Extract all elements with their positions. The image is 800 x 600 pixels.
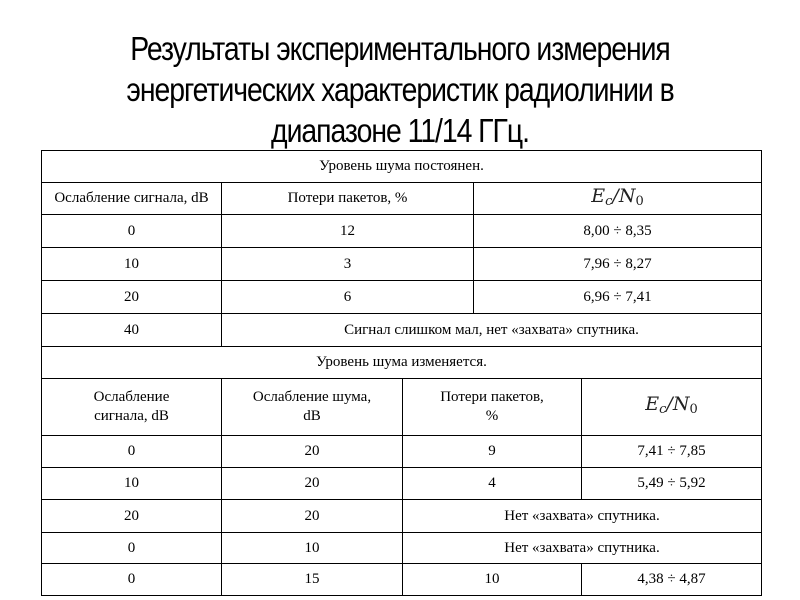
ecn0-cell: 6,96 ÷ 7,41 xyxy=(474,281,762,314)
section1-heading: Уровень шума постоянен. xyxy=(42,151,762,183)
title-line-1: Результаты экспериментального измерения xyxy=(130,30,670,67)
table-row xyxy=(42,468,762,500)
loss-cell: 3 xyxy=(222,248,474,281)
header-row xyxy=(42,379,762,436)
loss-cell: 12 xyxy=(222,215,474,248)
header-row xyxy=(42,183,762,215)
no-capture-note: Нет «захвата» спутника. xyxy=(403,500,762,533)
signal-cell: 0 xyxy=(42,215,222,248)
title-line-3: диапазоне 11/14 ГГц. xyxy=(271,112,529,149)
signal-cell: 10 xyxy=(42,248,222,281)
loss-cell: 9 xyxy=(403,436,582,468)
header-signal-attenuation: Ослабление сигнала, dB xyxy=(42,379,222,436)
section-heading-row xyxy=(42,347,762,379)
table-row xyxy=(42,314,762,347)
no-capture-note: Нет «захвата» спутника. xyxy=(403,533,762,564)
section-heading-row xyxy=(42,151,762,183)
table-row xyxy=(42,564,762,596)
loss-cell: 10 xyxy=(403,564,582,596)
header-packet-loss: Потери пакетов, % xyxy=(403,379,582,436)
table-row xyxy=(42,215,762,248)
header-ec-n0 xyxy=(582,379,762,436)
no-capture-note: Сигнал слишком мал, нет «захвата» спутника. xyxy=(222,314,762,347)
ecn0-cell: 5,49 ÷ 5,92 xyxy=(582,468,762,500)
noise-cell: 15 xyxy=(222,564,403,596)
section2-heading: Уровень шума изменяется. xyxy=(42,347,762,379)
table-row xyxy=(42,248,762,281)
signal-cell: 0 xyxy=(42,533,222,564)
title-line-2: энергетических характеристик радиолинии в xyxy=(126,71,674,108)
ec-n0-formula: $Ec/N_0$ xyxy=(645,393,698,417)
ec-n0-formula: $Ec/N_0$ xyxy=(591,184,644,209)
loss-cell: 6 xyxy=(222,281,474,314)
table-row xyxy=(42,436,762,468)
measurement-table xyxy=(41,150,762,596)
loss-cell: 4 xyxy=(403,468,582,500)
header-ec-n0 xyxy=(474,183,762,215)
signal-cell: 20 xyxy=(42,281,222,314)
noise-cell: 20 xyxy=(222,468,403,500)
noise-cell: 10 xyxy=(222,533,403,564)
ecn0-cell: 8,00 ÷ 8,35 xyxy=(474,215,762,248)
signal-cell: 40 xyxy=(42,314,222,347)
table-row xyxy=(42,281,762,314)
header-noise-attenuation: Ослабление шума, dB xyxy=(222,379,403,436)
signal-cell: 0 xyxy=(42,436,222,468)
noise-cell: 20 xyxy=(222,500,403,533)
slide-title xyxy=(56,28,744,151)
table-row xyxy=(42,500,762,533)
ecn0-cell: 7,96 ÷ 8,27 xyxy=(474,248,762,281)
header-signal-attenuation: Ослабление сигнала, dB xyxy=(42,183,222,215)
ecn0-cell: 7,41 ÷ 7,85 xyxy=(582,436,762,468)
signal-cell: 20 xyxy=(42,500,222,533)
table-row xyxy=(42,533,762,564)
header-packet-loss: Потери пакетов, % xyxy=(222,183,474,215)
signal-cell: 10 xyxy=(42,468,222,500)
signal-cell: 0 xyxy=(42,564,222,596)
ecn0-cell: 4,38 ÷ 4,87 xyxy=(582,564,762,596)
noise-cell: 20 xyxy=(222,436,403,468)
